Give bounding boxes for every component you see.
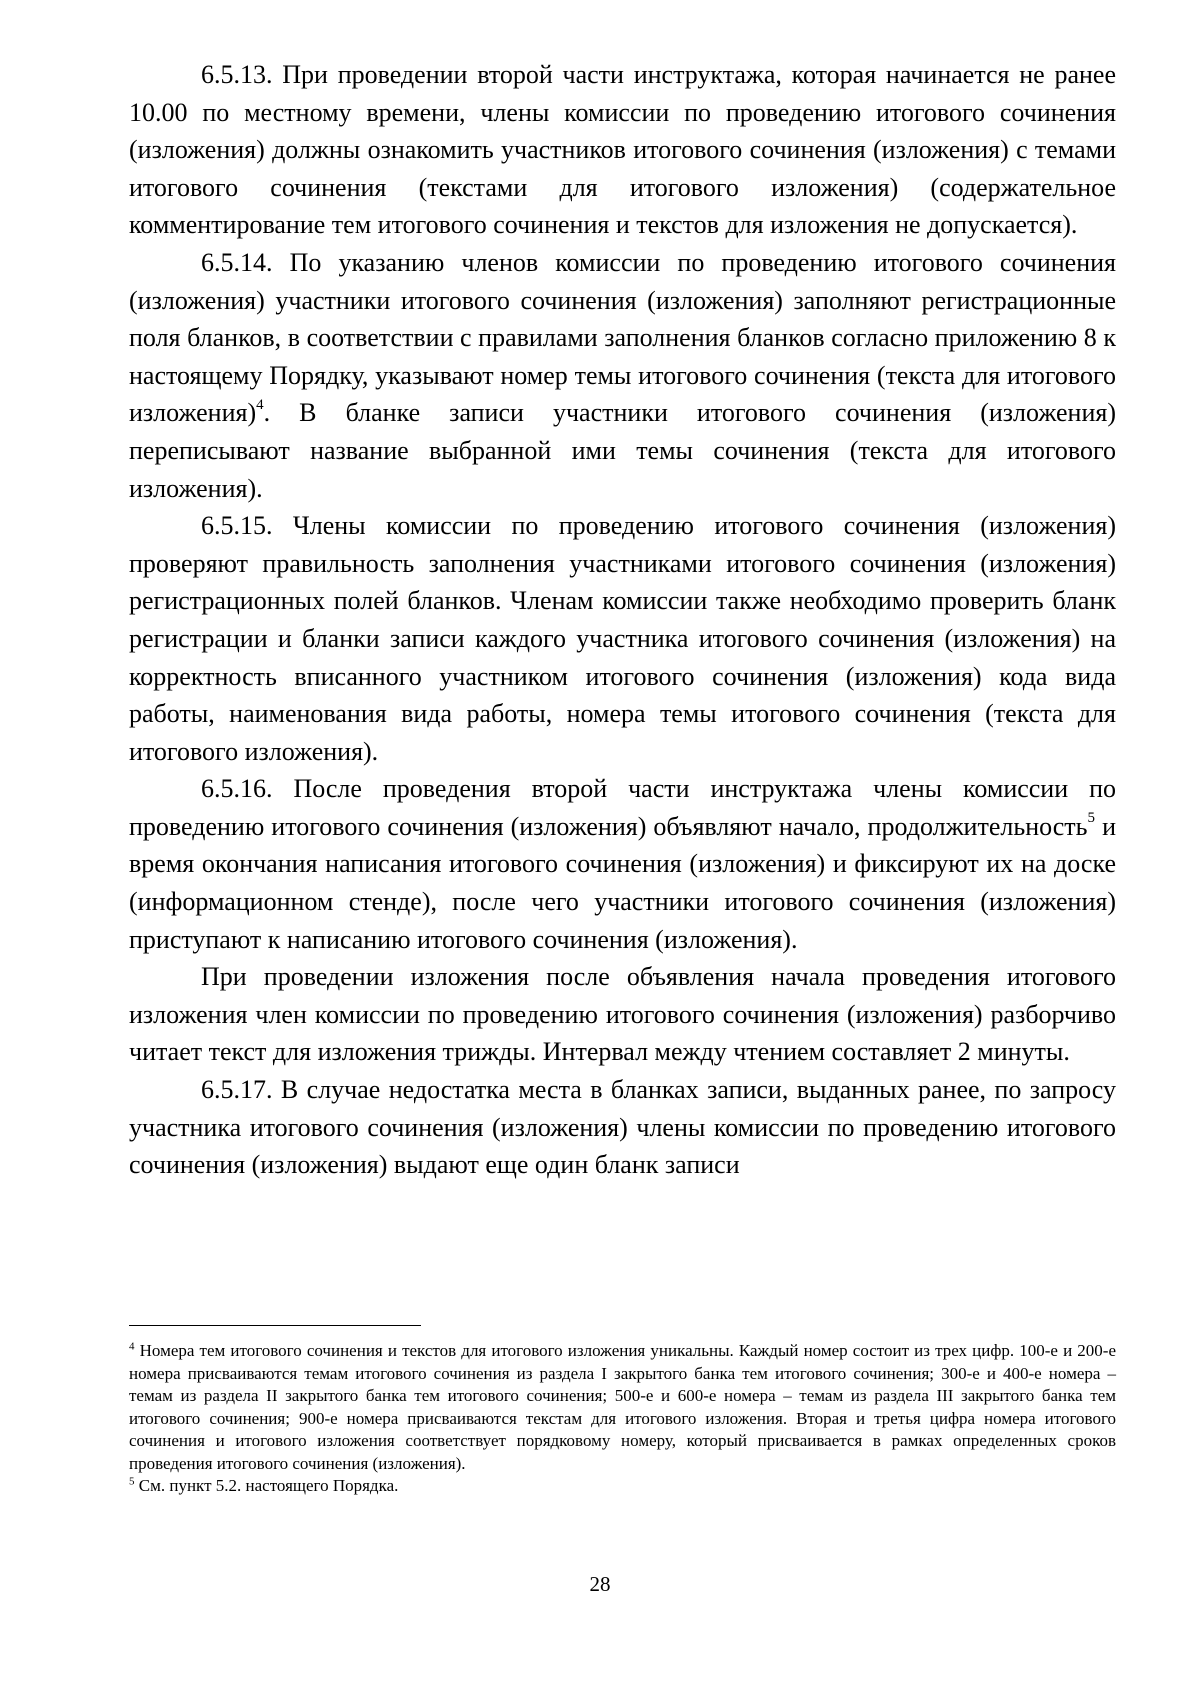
paragraph-6-5-13: 6.5.13. При проведении второй части инструктажа, которая начинается не ранее 10.00 по местному времени, члены комиссии по проведению итогового сочинения (изложения) должны ознакомить участников итогового сочинения (изложения) с темами итогового сочинения (текстами для итогового изложения) (содержательное комментирование тем итогового сочинения и текстов для изложения не допускается). (129, 60, 1116, 240)
footnote-5 (129, 1475, 1116, 1498)
paragraph-dictation: При проведении изложения после объявления начала проведения итогового изложения член комиссии по проведению итогового сочинения (изложения) разборчиво читает текст для изложения трижды. Интервал между чтением составляет 2 минуты. (129, 962, 1116, 1067)
page-number: 28 (589, 1572, 611, 1596)
footnote-text-4: Номера тем итогового сочинения и текстов для итогового изложения уникальны. Каждый номер состоит из трех цифр. 100-е и 200-е номера присваиваются темам итогового сочинения из раздела I закрытого банка тем итогового сочинения; 300-е и 400-е номера – темам из раздела II закрытого банка тем итогового сочинения; 500-е и 600-е номера – темам из раздела III закрытого банка тем итогового сочинения; 900-е номера присваиваются текстам для итогового изложения. Вторая и третья цифра номера итогового сочинения и итогового изложения соответствует порядковому номеру, который присваивается в рамках определенных сроков проведения итогового сочинения (изложения). (129, 1341, 1116, 1473)
paragraph-6-5-16-part-2: и время окончания написания итогового сочинения (изложения) и фиксируют их на доске (информационном стенде), после чего участники итогового сочинения (изложения) приступают к написанию итогового сочинения (изложения). (129, 811, 1117, 954)
footnote-separator (129, 1325, 421, 1326)
paragraph-6-5-17: 6.5.17. В случае недостатка места в бланках записи, выданных ранее, по запросу участника итогового сочинения (изложения) члены комиссии по проведению итогового сочинения (изложения) выдают еще один бланк записи (129, 1075, 1116, 1180)
footnotes (129, 1340, 1116, 1498)
paragraph-6-5-14 (129, 244, 1116, 507)
footnote-text-5: См. пункт 5.2. настоящего Порядка. (134, 1476, 399, 1495)
footnote-reference-4[interactable]: 4 (256, 396, 264, 413)
footnote-number-4: 4 (129, 1340, 135, 1353)
footnote-reference-5[interactable]: 5 (1087, 810, 1096, 827)
footnote-4 (129, 1340, 1116, 1475)
paragraph-6-5-14-part-1: 6.5.14. По указанию членов комиссии по проведению итогового сочинения (изложения) участники итогового сочинения (изложения) заполняют регистрационные поля бланков, в соответствии с правилами заполнения бланков согласно приложению 8 к настоящему Порядку, указывают номер темы итогового сочинения (текста для итогового изложения) (129, 247, 1116, 428)
paragraph-6-5-16 (129, 770, 1116, 958)
footnote-number-5: 5 (129, 1475, 135, 1488)
paragraph-6-5-15: 6.5.15. Члены комиссии по проведению итогового сочинения (изложения) проверяют правильность заполнения участниками итогового сочинения (изложения) регистрационных полей бланков. Членам комиссии также необходимо проверить бланк регистрации и бланки записи каждого участника итогового сочинения (изложения) на корректность вписанного участником итогового сочинения (изложения) кода вида работы, наименования вида работы, номера темы итогового сочинения (текста для итогового изложения). (129, 511, 1116, 766)
paragraph-6-5-16-part-1: 6.5.16. После проведения второй части инструктажа члены комиссии по проведению итогового сочинения (изложения) объявляют начало, продолжительность (129, 774, 1116, 841)
paragraph-6-5-14-part-2: . В бланке записи участники итогового сочинения (изложения) переписывают название выбранной ими темы сочинения (текста для итогового изложения). (129, 398, 1116, 503)
body-text (129, 56, 1116, 1184)
